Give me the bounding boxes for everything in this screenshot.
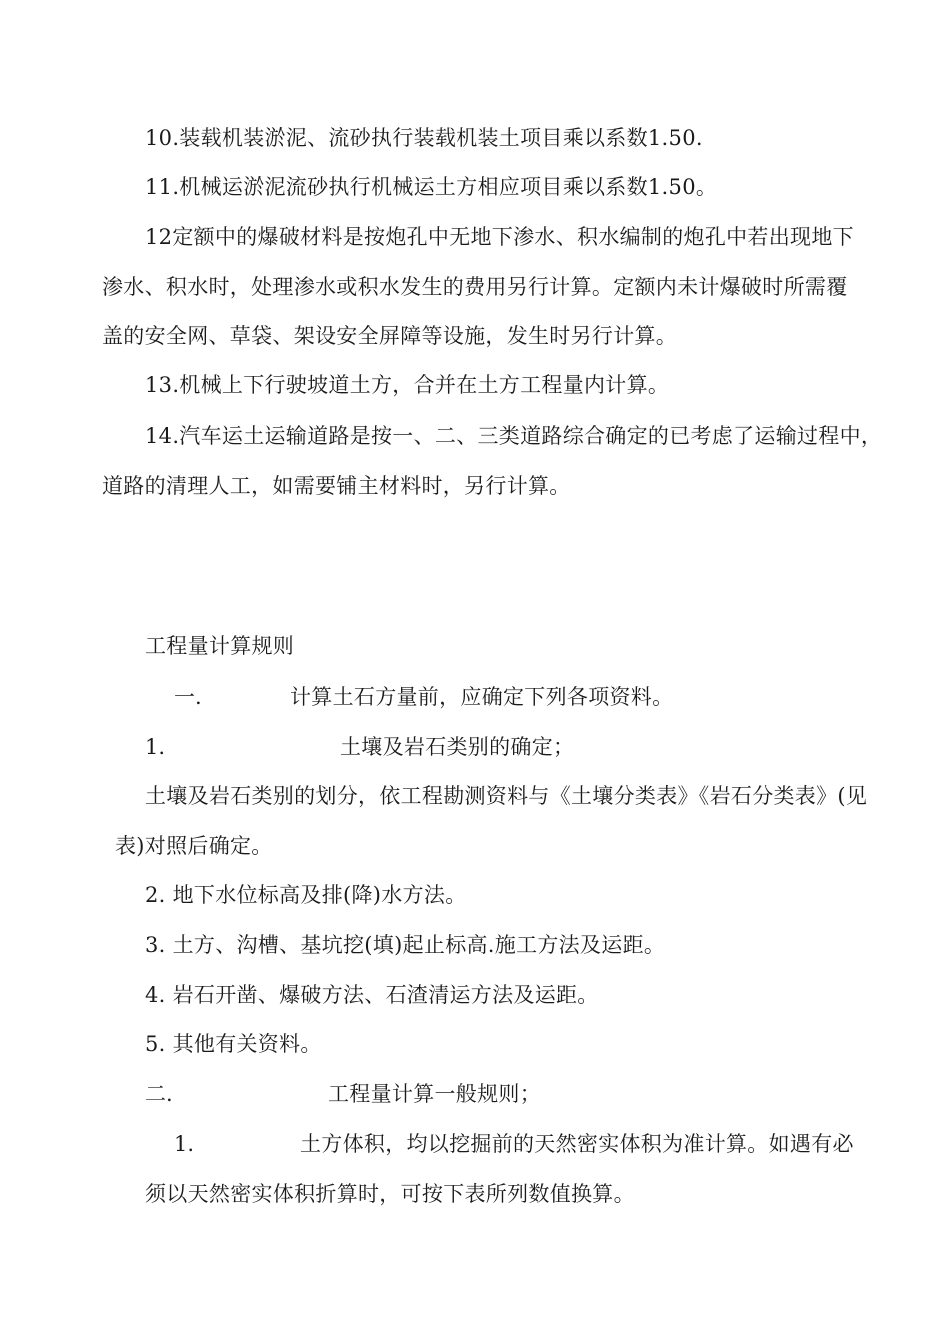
note-item-12-line-3: 盖的安全网、草袋、架设安全屏障等设施，发生时另行计算。 [102, 324, 678, 348]
section-2-number: 二. [145, 1082, 173, 1106]
general-rule-1-number: 1. [174, 1132, 195, 1156]
subitem-1-description-line-1: 土壤及岩石类别的划分，依工程勘测资料与《土壤分类表》《岩石分类表》(见 [145, 784, 868, 808]
subitem-2: 2. 地下水位标高及排(降)水方法。 [145, 883, 467, 907]
subitem-5: 5. 其他有关资料。 [145, 1032, 322, 1056]
subitem-4: 4. 岩石开凿、爆破方法、石渣清运方法及运距。 [145, 983, 599, 1007]
note-item-10: 10.装载机装淤泥、流砂执行装载机装土项目乘以系数1.50. [145, 126, 703, 150]
section-1-heading: 计算土石方量前，应确定下列各项资料。 [290, 685, 674, 709]
note-item-12-line-1: 12定额中的爆破材料是按炮孔中无地下渗水、积水编制的炮孔中若出现地下 [145, 225, 854, 249]
general-rule-1-line-2: 须以天然密实体积折算时，可按下表所列数值换算。 [145, 1182, 635, 1206]
section-1-number: 一. [174, 685, 202, 709]
section-title: 工程量计算规则 [145, 634, 295, 658]
note-item-12-line-2: 渗水、积水时，处理渗水或积水发生的费用另行计算。定额内未计爆破时所需覆 [102, 275, 848, 299]
subitem-1-description-line-2: 表)对照后确定。 [115, 834, 273, 858]
note-item-13: 13.机械上下行驶坡道土方，合并在土方工程量内计算。 [145, 373, 670, 397]
subitem-3: 3. 土方、沟槽、基坑挖(填)起止标高.施工方法及运距。 [145, 933, 666, 957]
section-2-heading: 工程量计算一般规则； [328, 1082, 541, 1106]
note-item-14-line-2: 道路的清理人工，如需要铺主材料时，另行计算。 [102, 474, 571, 498]
subitem-1-heading: 土壤及岩石类别的确定； [340, 735, 575, 759]
note-item-14-line-1: 14.汽车运土运输道路是按一、二、三类道路综合确定的已考虑了运输过程中， [145, 424, 883, 448]
note-item-11: 11.机械运淤泥流砂执行机械运土方相应项目乘以系数1.50。 [145, 175, 718, 199]
subitem-1-number: 1. [145, 735, 166, 759]
general-rule-1-line-1: 土方体积，均以挖掘前的天然密实体积为准计算。如遇有必 [300, 1132, 854, 1156]
